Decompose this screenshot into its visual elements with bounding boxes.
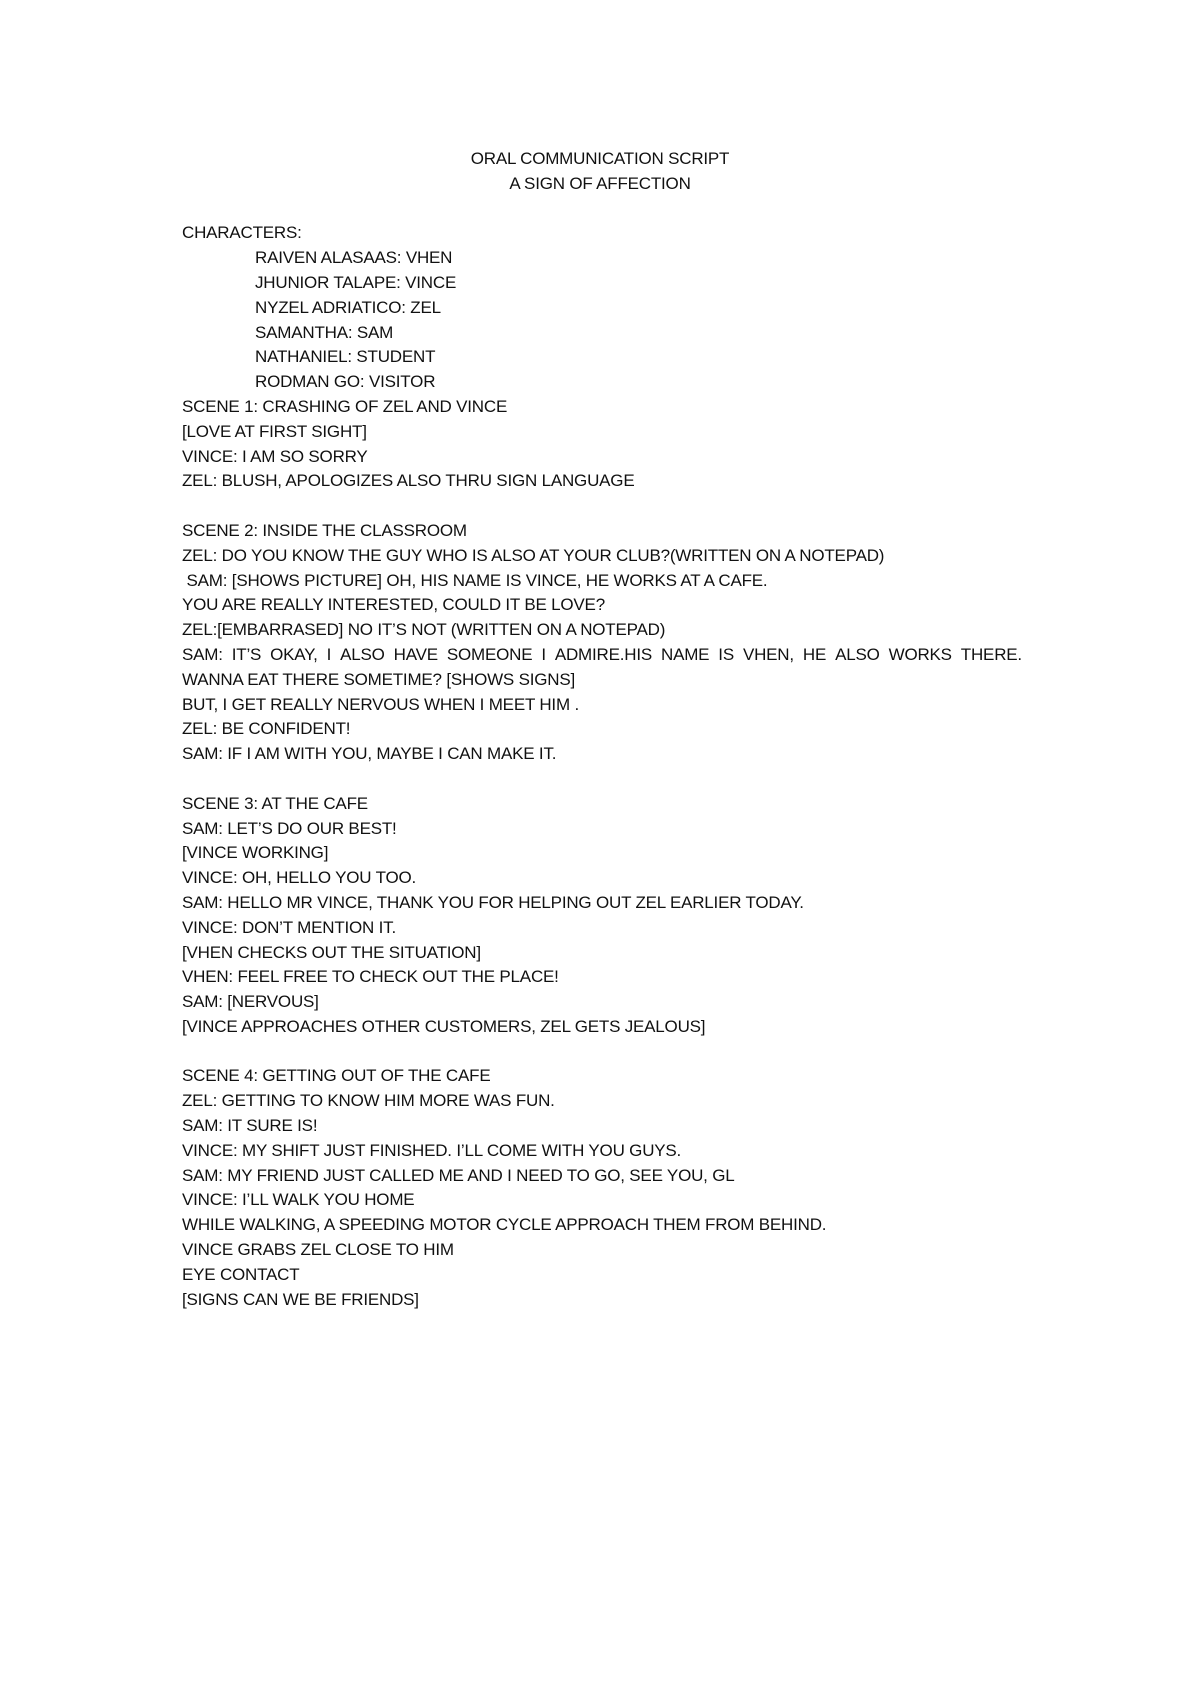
spacer (182, 1040, 1042, 1065)
justified-word: ADMIRE.HIS (554, 644, 653, 664)
justified-word: THERE. (960, 644, 1022, 664)
script-line: SAM: [NERVOUS] (182, 992, 319, 1012)
character-entry: RODMAN GO: VISITOR (255, 372, 436, 392)
script-line: [VINCE WORKING] (182, 843, 329, 863)
script-line: [LOVE AT FIRST SIGHT] (182, 421, 367, 441)
scene-2-heading: SCENE 2: INSIDE THE CLASSROOM (182, 520, 467, 540)
justified-word: I (326, 644, 332, 664)
script-line: ZEL: BE CONFIDENT! (182, 719, 351, 739)
script-line: ZEL: GETTING TO KNOW HIM MORE WAS FUN. (182, 1091, 555, 1111)
character-entry: JHUNIOR TALAPE: VINCE (255, 272, 457, 292)
character-entry: RAIVEN ALASAAS: VHEN (255, 248, 453, 268)
script-line: [SIGNS CAN WE BE FRIENDS] (182, 1289, 419, 1309)
scene-3-heading: SCENE 3: AT THE CAFE (182, 793, 368, 813)
justified-word: SOMEONE (446, 644, 533, 664)
spacer (182, 767, 1042, 792)
script-line: [VINCE APPROACHES OTHER CUSTOMERS, ZEL GETS JEALOUS] (182, 1016, 706, 1036)
justified-word: NAME (661, 644, 710, 664)
scene-4-heading: SCENE 4: GETTING OUT OF THE CAFE (182, 1066, 491, 1086)
script-line: ZEL:[EMBARRASED] NO IT’S NOT (WRITTEN ON A NOTEPAD) (182, 620, 666, 640)
document-title: ORAL COMMUNICATION SCRIPT (470, 149, 730, 168)
justified-word: VHEN, (742, 644, 794, 664)
script-line: [VHEN CHECKS OUT THE SITUATION] (182, 942, 481, 962)
script-line: VINCE: I’LL WALK YOU HOME (182, 1190, 415, 1210)
script-line: ZEL: BLUSH, APOLOGIZES ALSO THRU SIGN LANGUAGE (182, 471, 635, 491)
script-line: VINCE: I AM SO SORRY (182, 446, 368, 466)
script-line: SAM: [SHOWS PICTURE] OH, HIS NAME IS VINCE, HE WORKS AT A CAFE. (182, 570, 768, 590)
character-entry: NATHANIEL: STUDENT (255, 347, 436, 367)
justified-script-line (182, 643, 1022, 668)
characters-heading: CHARACTERS: (182, 223, 302, 243)
justified-word: HE (802, 644, 827, 664)
title-block (0, 147, 1200, 197)
justified-word: OKAY, (270, 644, 318, 664)
document-subtitle: A SIGN OF AFFECTION (509, 173, 691, 193)
script-body (182, 147, 1042, 1312)
script-line: EYE CONTACT (182, 1264, 300, 1284)
script-line: ZEL: DO YOU KNOW THE GUY WHO IS ALSO AT YOUR CLUB?(WRITTEN ON A NOTEPAD) (182, 545, 885, 565)
script-line: WHILE WALKING, A SPEEDING MOTOR CYCLE APPROACH THEM FROM BEHIND. (182, 1215, 827, 1235)
justified-word: HAVE (393, 644, 438, 664)
justified-word: IS (718, 644, 734, 664)
justified-word: IT’S (231, 644, 262, 664)
spacer (182, 494, 1042, 519)
script-line: VINCE GRABS ZEL CLOSE TO HIM (182, 1240, 454, 1260)
character-entry: SAMANTHA: SAM (255, 322, 394, 342)
scene-1-heading: SCENE 1: CRASHING OF ZEL AND VINCE (182, 396, 508, 416)
script-line: SAM: IT SURE IS! (182, 1116, 318, 1136)
justified-word: ALSO (835, 644, 880, 664)
script-line: WANNA EAT THERE SOMETIME? [SHOWS SIGNS] (182, 669, 576, 689)
script-line: VINCE: MY SHIFT JUST FINISHED. I’LL COME WITH YOU GUYS. (182, 1140, 682, 1160)
script-line: BUT, I GET REALLY NERVOUS WHEN I MEET HIM . (182, 694, 579, 714)
script-line: SAM: HELLO MR VINCE, THANK YOU FOR HELPING OUT ZEL EARLIER TODAY. (182, 892, 804, 912)
script-line: VINCE: DON’T MENTION IT. (182, 917, 397, 937)
justified-word: ALSO (340, 644, 385, 664)
script-line: SAM: LET’S DO OUR BEST! (182, 818, 397, 838)
character-entry: NYZEL ADRIATICO: ZEL (255, 297, 441, 317)
script-line: VHEN: FEEL FREE TO CHECK OUT THE PLACE! (182, 967, 559, 987)
script-line: SAM: IF I AM WITH YOU, MAYBE I CAN MAKE IT. (182, 744, 557, 764)
script-line: VINCE: OH, HELLO YOU TOO. (182, 868, 417, 888)
spacer (182, 197, 1042, 222)
script-line: YOU ARE REALLY INTERESTED, COULD IT BE LOVE? (182, 595, 605, 615)
script-line: SAM: MY FRIEND JUST CALLED ME AND I NEED TO GO, SEE YOU, GL (182, 1165, 735, 1185)
justified-word: I (541, 644, 546, 664)
justified-word: SAM: (182, 644, 223, 664)
justified-word: WORKS (888, 644, 952, 664)
